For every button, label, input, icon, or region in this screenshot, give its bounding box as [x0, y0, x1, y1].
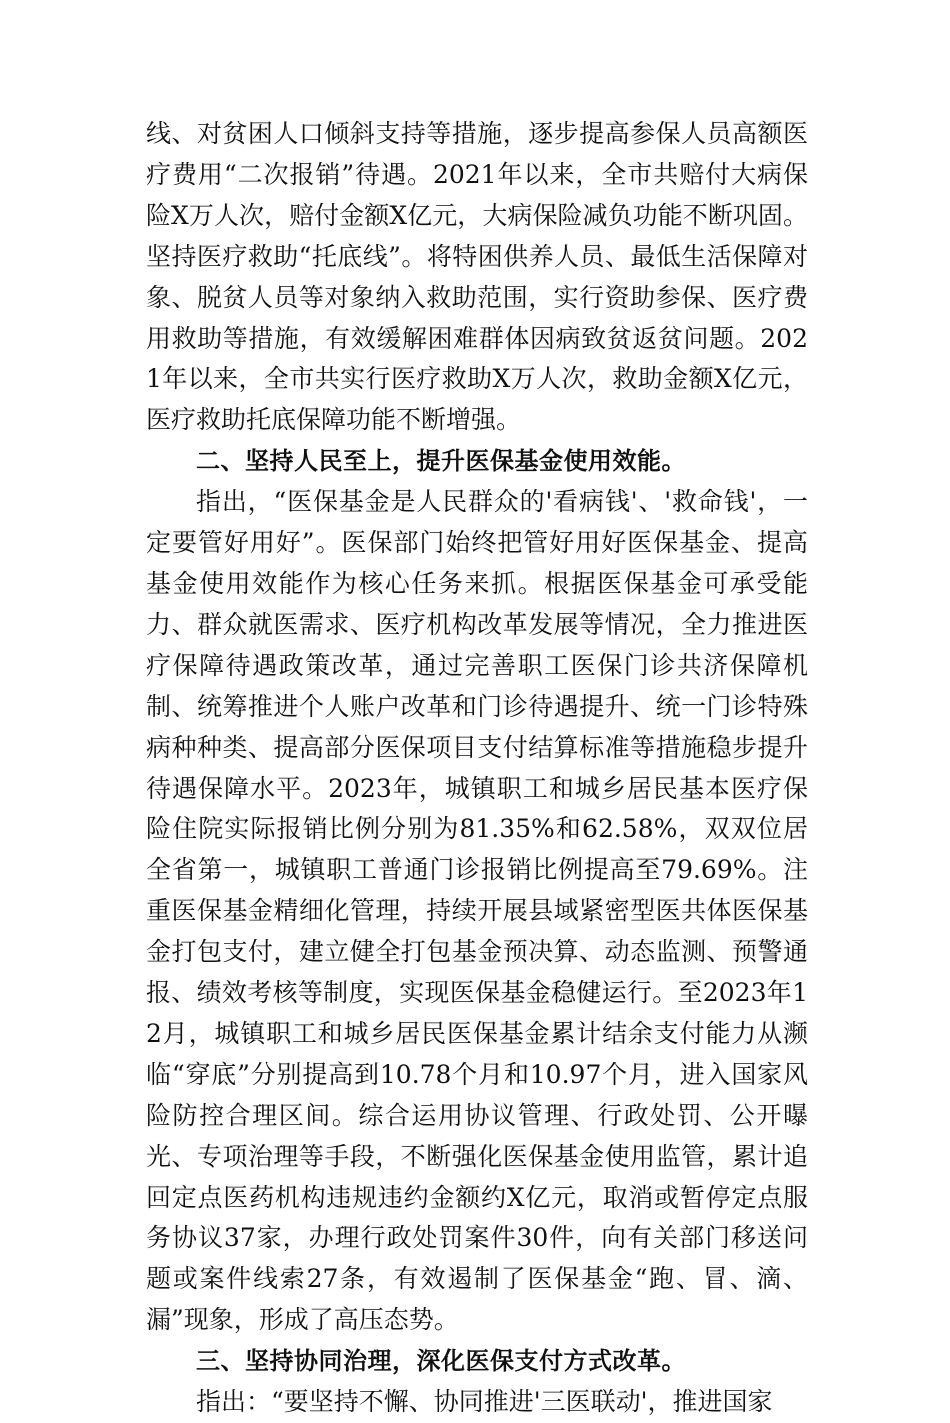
section-heading-two: 二、坚持人民至上，提升医保基金使用效能。: [196, 447, 686, 476]
document-body: [146, 114, 808, 1423]
paragraph-medical-assistance: 线、对贫困人口倾斜支持等措施，逐步提高参保人员高额医疗费用“二次报销”待遇。2021年以来，全市共赔付大病保险X万人次，赔付金额X亿元，大病保险减负功能不断巩固。坚持医疗救助“托底线”。将特困供养人员、最低生活保障对象、脱贫人员等对象纳入救助范围，实行资助参保、医疗费用救助等措施，有效缓解困难群体因病致贫返贫问题。2021年以来，全市共实行医疗救助X万人次，救助金额X亿元，医疗救助托底保障功能不断增强。: [146, 119, 808, 435]
paragraph-fund-efficiency: 指出，“医保基金是人民群众的'看病钱'、'救命钱'，一定要管好用好”。医保部门始终把管好用好医保基金、提高基金使用效能作为核心任务来抓。根据医保基金可承受能力、群众就医需求、医疗机构改革发展等情况，全力推进医疗保障待遇政策改革，通过完善职工医保门诊共济保障机制、统筹推进个人账户改革和门诊待遇提升、统一门诊特殊病种种类、提高部分医保项目支付结算标准等措施稳步提升待遇保障水平。2023年，城镇职工和城乡居民基本医疗保险住院实际报销比例分别为81.35%和62.58%，双双位居全省第一，城镇职工普通门诊报销比例提高至79.69%。注重医保基金精细化管理，持续开展县域紧密型医共体医保基金打包支付，建立健全打包基金预决算、动态监测、预警通报、绩效考核等制度，实现医保基金稳健运行。至2023年12月，城镇职工和城乡居民医保基金累计结余支付能力从濒临“穿底”分别提高到10.78个月和10.97个月，进入国家风险防控合理区间。综合运用协议管理、行政处罚、公开曝光、专项治理等手段，不断强化医保基金使用监管，累计追回定点医药机构违规违约金额约X亿元，取消或暂停定点服务协议37家，办理行政处罚案件30件，向有关部门移送问题或案件线索27条，有效遏制了医保基金“跑、冒、滴、漏”现象，形成了高压态势。: [146, 487, 808, 1335]
section-heading-three: 三、坚持协同治理，深化医保支付方式改革。: [196, 1347, 686, 1376]
paragraph-payment-reform: 指出：“要坚持不懈、协同推进'三医联动'，推进国家: [196, 1387, 773, 1417]
